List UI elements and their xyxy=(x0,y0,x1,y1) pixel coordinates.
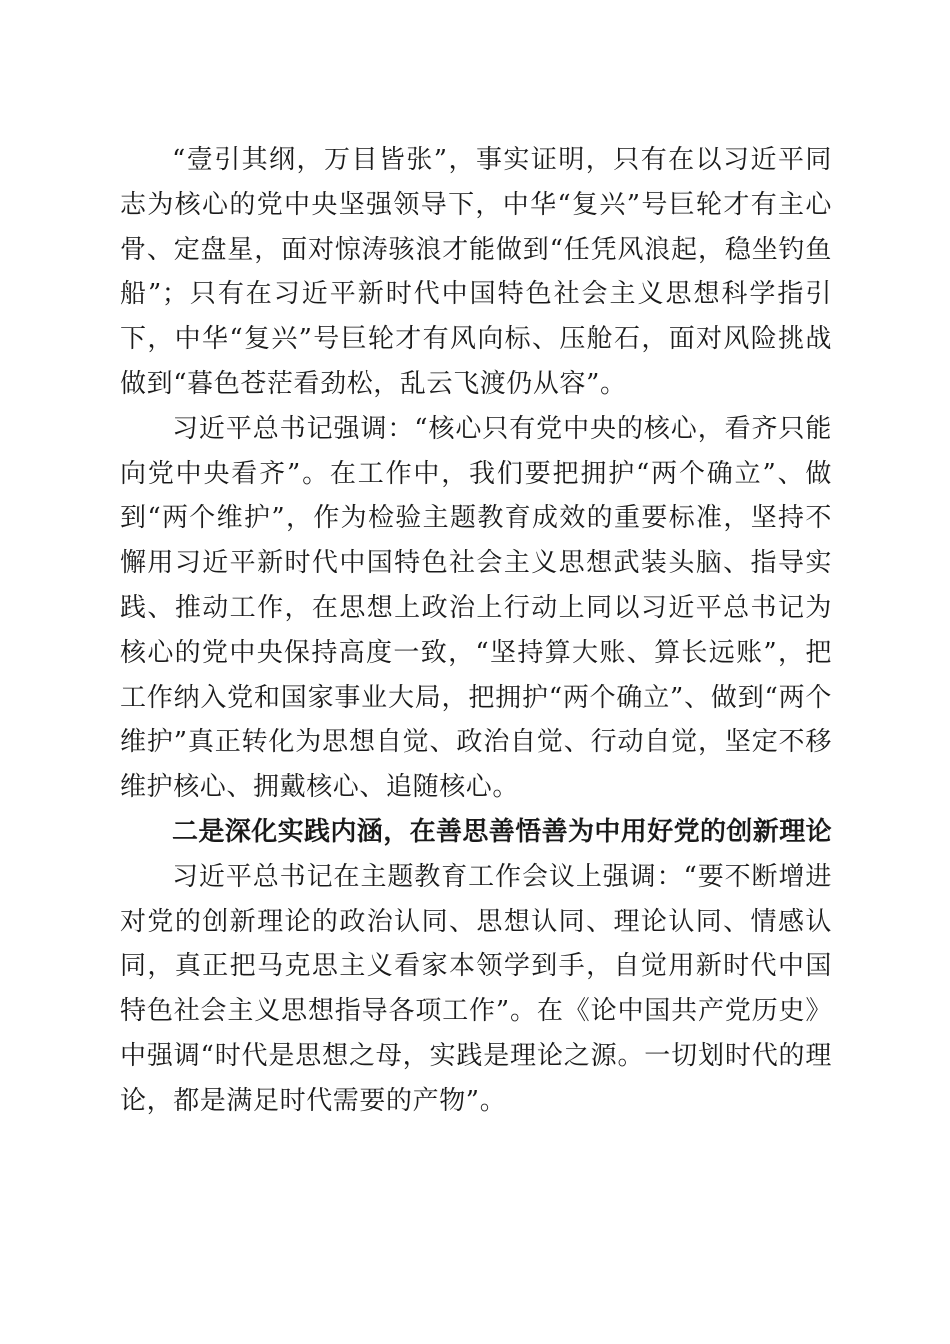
section-heading: 二是深化实践内涵，在善思善悟善为中用好党的创新理论 xyxy=(172,816,833,847)
paragraph-1: “壹引其纲，万目皆张”，事实证明，只有在以习近平同志为核心的党中央坚强领导下，中华“复兴”号巨轮才有主心骨、定盘星，面对惊涛骇浪才能做到“任凭风浪起，稳坐钓鱼船”；只有在习近平新时代中国特色社会主义思想科学指引下，中华“复兴”号巨轮才有风向标、压舱石，面对风险挑战做到“暮色苍茫看劲松，乱云飞渡仍从容”。 xyxy=(120,145,832,399)
document-body xyxy=(120,138,832,1124)
paragraph-3: 习近平总书记在主题教育工作会议上强调：“要不断增进对党的创新理论的政治认同、思想认同、理论认同、情感认同，真正把马克思主义看家本领学到手，自觉用新时代中国特色社会主义思想指导各项工作”。在《论中国共产党历史》中强调“时代是思想之母，实践是理论之源。一切划时代的理论，都是满足时代需要的产物”。 xyxy=(120,861,832,1116)
paragraph-2: 习近平总书记强调：“核心只有党中央的核心，看齐只能向党中央看齐”。在工作中，我们要把拥护“两个确立”、做到“两个维护”，作为检验主题教育成效的重要标准，坚持不懈用习近平新时代中国特色社会主义思想武装头脑、指导实践、推动工作，在思想上政治上行动上同以习近平总书记为核心的党中央保持高度一致，“坚持算大账、算长远账”，把工作纳入党和国家事业大局，把拥护“两个确立”、做到“两个维护”真正转化为思想自觉、政治自觉、行动自觉，坚定不移维护核心、拥戴核心、追随核心。 xyxy=(120,413,832,803)
